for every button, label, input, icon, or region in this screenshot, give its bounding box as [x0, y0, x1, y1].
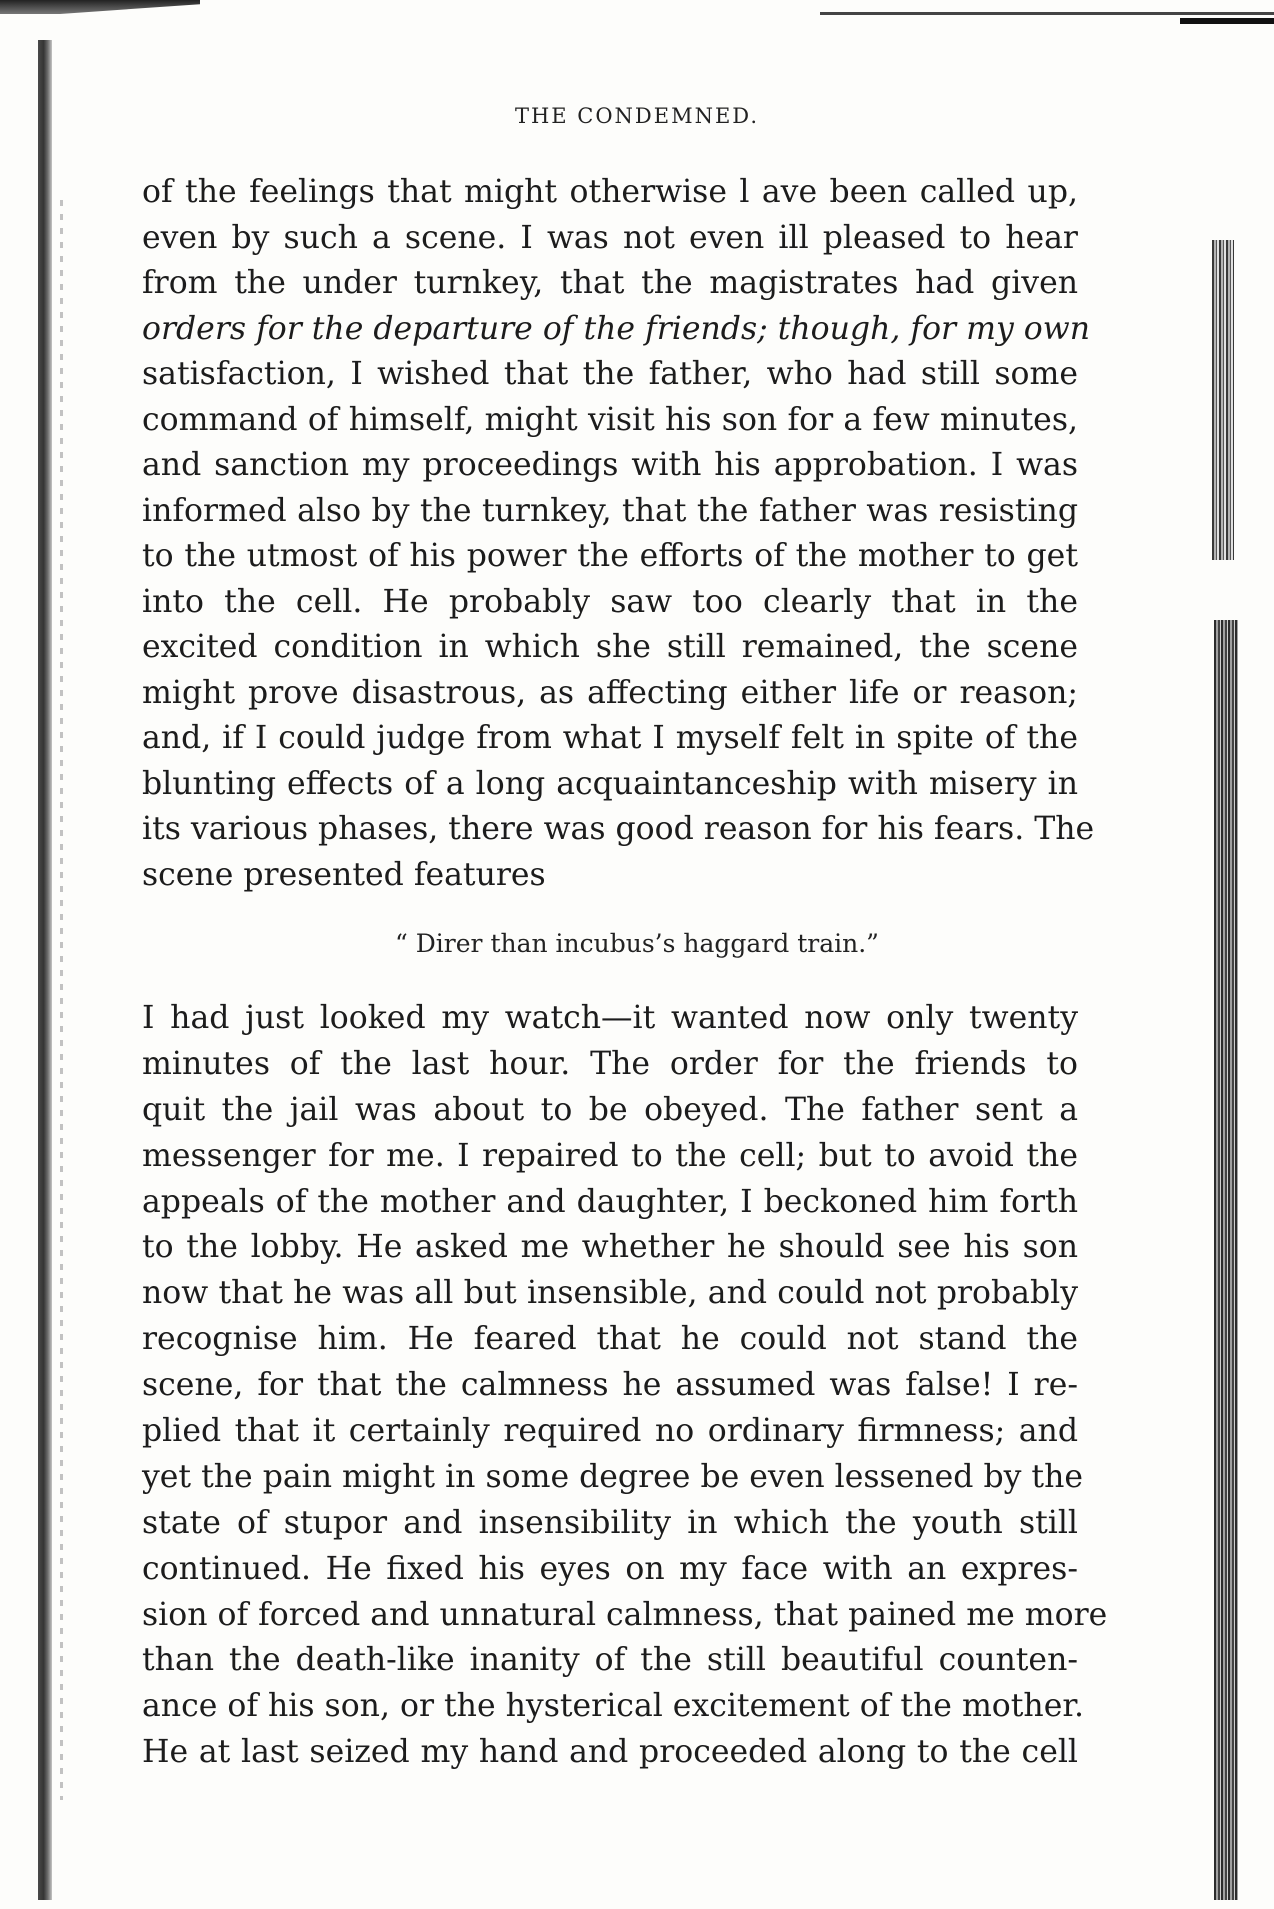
text-line: even by such a scene. I was not even ill pleased to hear — [142, 219, 1078, 256]
text-line: ance of his son, or the hysterical excitement of the mother. — [142, 1688, 1084, 1725]
text-line: continued. He fixed his eyes on my face with an expres- — [142, 1550, 1078, 1587]
top-edge-mark — [1180, 18, 1274, 24]
text-line: of the feelings that might otherwise l ave been called up, — [142, 174, 1078, 210]
epigraph-quote: “ Direr than incubus’s haggard train.” — [395, 929, 879, 958]
text-line: orders for the departure of the friends; though, for my own — [142, 310, 1090, 347]
text-line: and sanction my proceedings with his approbation. I was — [142, 447, 1078, 483]
text-line: from the under turnkey, that the magistrates had given — [142, 265, 1078, 301]
binding-shadow-left — [38, 40, 52, 1900]
text-line: appeals of the mother and daughter, I beckoned him forth — [142, 1183, 1078, 1220]
text-line: yet the pain might in some degree be even lessened by the — [142, 1458, 1084, 1495]
top-edge-rule — [820, 12, 1274, 15]
text-line: command of himself, might visit his son for a few minutes, — [142, 401, 1078, 438]
text-line: state of stupor and insensibility in which the youth still — [142, 1504, 1078, 1541]
running-head: THE CONDEMNED. — [514, 104, 760, 128]
text-line: and, if I could judge from what I myself felt in spite of the — [142, 720, 1078, 756]
text-line: I had just looked my watch—it wanted now only twenty — [142, 1000, 1078, 1036]
text-line: now that he was all but insensible, and could not probably — [142, 1275, 1078, 1312]
text-line: informed also by the turnkey, that the father was resisting — [142, 492, 1078, 529]
text-line: sion of forced and unnatural calmness, that pained me more — [142, 1596, 1108, 1633]
text-line: excited condition in which she still remained, the scene — [142, 629, 1078, 665]
text-line: messenger for me. I repaired to the cell; but to avoid the — [142, 1137, 1078, 1174]
page-edge-right-upper — [1212, 240, 1234, 560]
text-line: than the death-like inanity of the still beautiful counten- — [142, 1642, 1078, 1679]
binding-shadow-top — [0, 0, 200, 14]
text-line: might prove disastrous, as affecting either life or reason; — [142, 674, 1078, 711]
paragraph-2 — [142, 996, 1108, 1776]
page-edge-right-lower — [1214, 620, 1238, 1900]
text-line: into the cell. He probably saw too clearly that in the — [142, 583, 1078, 620]
text-line: scene presented features — [142, 856, 546, 893]
binding-speckle — [60, 200, 63, 1800]
text-line: He at last seized my hand and proceeded along to the cell — [142, 1734, 1078, 1771]
text-line: to the lobby. He asked me whether he should see his son — [142, 1229, 1078, 1266]
text-line: plied that it certainly required no ordinary firmness; and — [142, 1413, 1078, 1450]
text-line: to the utmost of his power the efforts of the mother to get — [142, 538, 1078, 574]
text-line: scene, for that the calmness he assumed was false! I re- — [142, 1367, 1078, 1404]
text-line: quit the jail was about to be obeyed. The father sent a — [142, 1091, 1078, 1128]
text-line: satisfaction, I wished that the father, who had still some — [142, 356, 1078, 392]
text-line: blunting effects of a long acquaintanceship with misery in — [142, 765, 1078, 802]
text-line: its various phases, there was good reason for his fears. The — [142, 811, 1095, 847]
paragraph-1 — [142, 170, 1095, 898]
text-line: minutes of the last hour. The order for the friends to — [142, 1045, 1078, 1082]
text-line: recognise him. He feared that he could not stand the — [142, 1321, 1078, 1358]
